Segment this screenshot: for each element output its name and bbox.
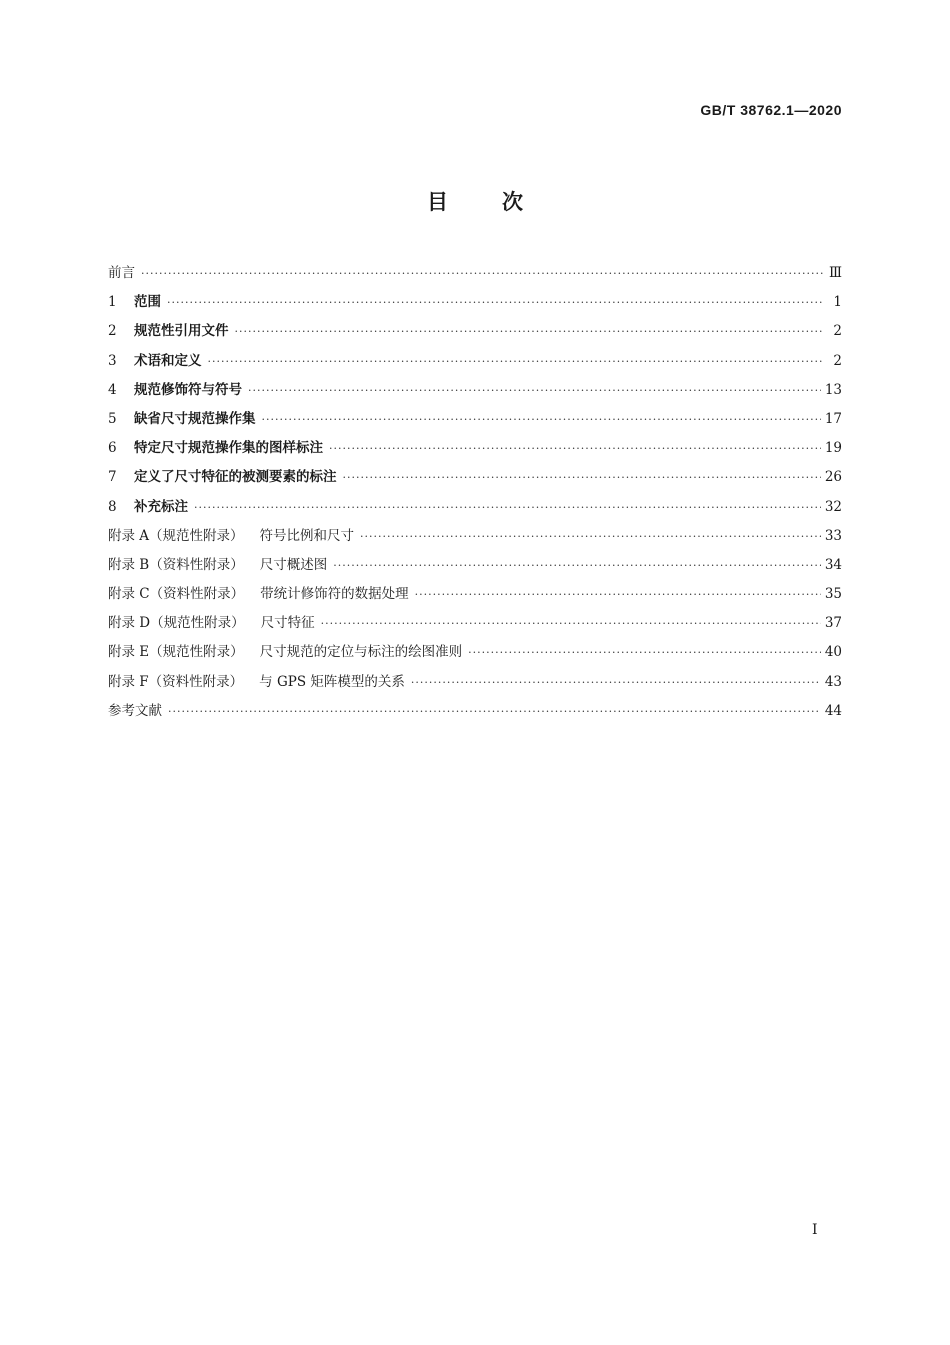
table-of-contents [108, 259, 842, 726]
toc-leader-dots [343, 463, 821, 492]
toc-entry-label: 参考文献 [108, 702, 162, 719]
toc-entry-page: Ⅲ [828, 265, 842, 281]
toc-entry[interactable] [108, 463, 842, 492]
toc-leader-dots [468, 638, 821, 667]
toc-entry-page: 44 [824, 702, 842, 719]
toc-entry[interactable] [108, 697, 842, 726]
toc-entry-page: 37 [824, 615, 842, 632]
toc-entry-page: 2 [833, 352, 842, 369]
toc-entry[interactable] [108, 609, 842, 638]
toc-entry-number: 1 [108, 294, 117, 311]
toc-entry-subtitle: 尺寸概述图 [259, 556, 328, 573]
toc-entry-page: 19 [824, 440, 842, 457]
toc-entry-label: 规范性引用文件 [134, 323, 229, 340]
toc-entry-label: 定义了尺寸特征的被测要素的标注 [134, 469, 337, 486]
toc-entry[interactable] [108, 405, 842, 434]
toc-entry-page: 43 [824, 673, 842, 690]
toc-entry-label: 缺省尺寸规范操作集 [134, 410, 256, 427]
toc-entry[interactable] [108, 434, 842, 463]
toc-entry-label: 特定尺寸规范操作集的图样标注 [134, 440, 323, 457]
toc-leader-dots [411, 668, 821, 697]
toc-leader-dots [360, 522, 821, 551]
toc-title [0, 186, 950, 216]
toc-leader-dots [208, 347, 825, 376]
toc-entry-label: 附录 D（规范性附录） [108, 615, 245, 632]
toc-leader-dots [329, 434, 821, 463]
toc-entry-label: 范围 [134, 294, 161, 311]
toc-entry-label: 前言 [108, 265, 135, 281]
toc-entry-label: 附录 E（规范性附录） [108, 644, 244, 661]
toc-entry-page: 32 [824, 498, 842, 515]
toc-entry[interactable] [108, 376, 842, 405]
toc-entry[interactable] [108, 347, 842, 376]
toc-entry-label: 附录 F（资料性附录） [108, 673, 244, 690]
toc-entry-label: 补充标注 [134, 498, 188, 515]
toc-entry-subtitle: 带统计修饰符的数据处理 [260, 586, 409, 603]
toc-entry[interactable] [108, 580, 842, 609]
toc-entry-number: 8 [108, 498, 117, 515]
toc-entry-label: 附录 B（资料性附录） [108, 556, 244, 573]
toc-leader-dots [194, 493, 821, 522]
toc-entry[interactable] [108, 638, 842, 667]
toc-entry[interactable] [108, 522, 842, 551]
toc-entry-page: 34 [824, 556, 842, 573]
toc-leader-dots [262, 405, 821, 434]
toc-entry-label: 附录 A（规范性附录） [108, 527, 244, 544]
toc-leader-dots [168, 697, 821, 726]
toc-entry[interactable] [108, 317, 842, 346]
toc-leader-dots [333, 551, 821, 580]
toc-entry[interactable] [108, 668, 842, 697]
toc-entry-number: 3 [108, 352, 117, 369]
toc-entry-page: 35 [824, 586, 842, 603]
toc-title-char-1: 目 [427, 190, 448, 214]
toc-entry-page: 1 [833, 294, 842, 311]
toc-entry-subtitle: 尺寸规范的定位与标注的绘图准则 [259, 644, 463, 661]
toc-entry-subtitle: 尺寸特征 [260, 615, 315, 632]
page-number: Ⅰ [812, 1222, 818, 1238]
toc-entry[interactable] [108, 493, 842, 522]
toc-leader-dots [235, 317, 825, 346]
toc-entry-page: 40 [824, 644, 842, 661]
toc-leader-dots [415, 580, 821, 609]
toc-entry-page: 13 [824, 381, 842, 398]
toc-entry-number: 4 [108, 381, 117, 398]
toc-title-char-2: 次 [502, 190, 523, 214]
toc-leader-dots [141, 259, 824, 288]
toc-entry-number: 7 [108, 469, 117, 486]
toc-entry-number: 2 [108, 323, 117, 340]
toc-entry-page: 33 [824, 527, 842, 544]
toc-entry[interactable] [108, 288, 842, 317]
toc-leader-dots [248, 376, 821, 405]
standard-code: GB/T 38762.1—2020 [700, 102, 842, 118]
toc-entry-number: 5 [108, 410, 117, 427]
toc-entry-page: 17 [824, 410, 842, 427]
toc-entry-label: 术语和定义 [134, 352, 202, 369]
toc-entry-page: 26 [824, 469, 842, 486]
toc-leader-dots [167, 288, 824, 317]
toc-entry-subtitle: 符号比例和尺寸 [259, 527, 355, 544]
toc-entry-page: 2 [833, 323, 842, 340]
toc-entry-subtitle: 与 GPS 矩阵模型的关系 [259, 673, 405, 690]
toc-entry-label: 规范修饰符与符号 [134, 381, 242, 398]
toc-entry[interactable] [108, 259, 842, 288]
toc-leader-dots [321, 609, 821, 638]
toc-entry-label: 附录 C（资料性附录） [108, 586, 245, 603]
toc-entry-number: 6 [108, 440, 117, 457]
toc-entry[interactable] [108, 551, 842, 580]
